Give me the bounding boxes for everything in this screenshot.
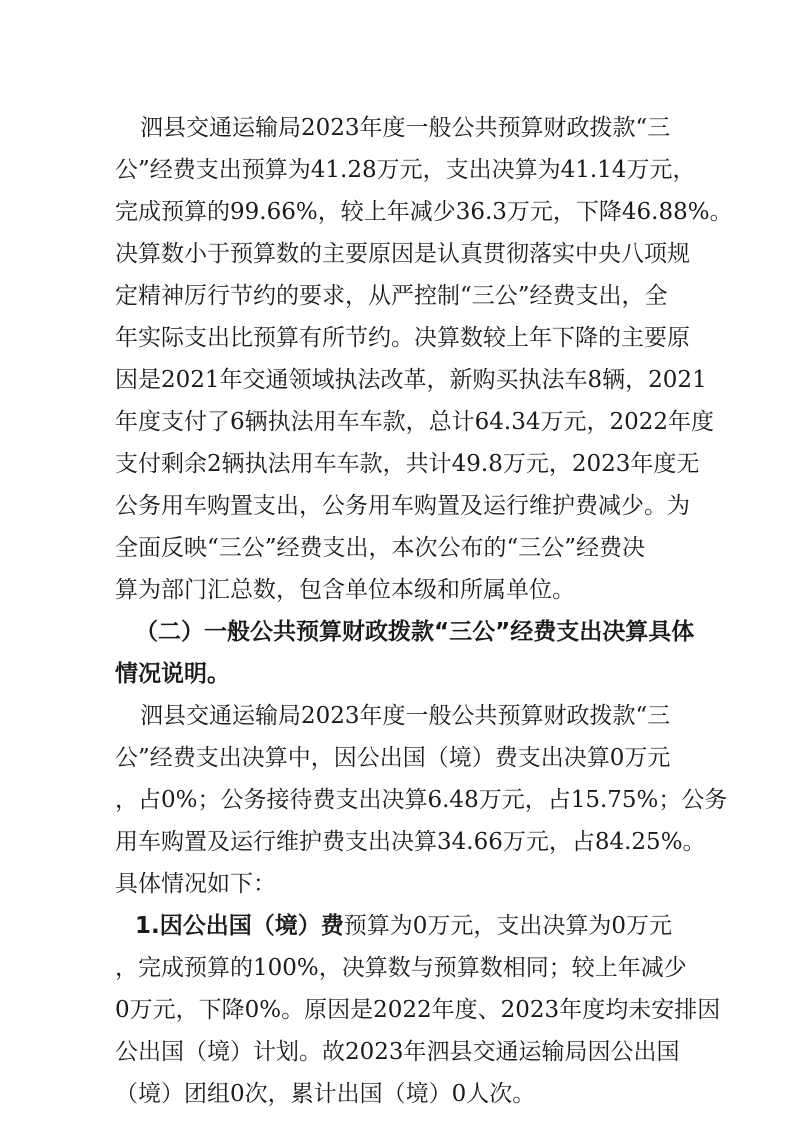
paragraph-line: 公”经费支出预算为41.28万元，支出决算为41.14万元， bbox=[115, 157, 696, 183]
paragraph-line: 公出国（境）计划。故2023年泗县交通运输局因公出国 bbox=[115, 1039, 680, 1065]
paragraph-line: 具体情况如下： bbox=[115, 871, 276, 897]
paragraph-line: 决算数小于预算数的主要原因是认真贯彻落实中央八项规 bbox=[115, 241, 690, 267]
paragraph-line: ，占0%；公务接待费支出决算6.48万元，占15.75%；公务 bbox=[115, 787, 728, 813]
paragraph-line: 0万元，下降0%。原因是2022年度、2023年度均未安排因 bbox=[115, 997, 721, 1023]
item-1-line bbox=[135, 911, 705, 941]
paragraph-line: （境）团组0次，累计出国（境）0人次。 bbox=[115, 1081, 536, 1107]
paragraph-line: 算为部门汇总数，包含单位本级和所属单位。 bbox=[115, 577, 575, 603]
paragraph-line: 泗县交通运输局2023年度一般公共预算财政拨款“三 bbox=[140, 115, 671, 141]
paragraph-line: 支付剩余2辆执法用车车款，共计49.8万元，2023年度无 bbox=[115, 451, 700, 477]
item-1-text: 预算为0万元，支出决算为0万元 bbox=[343, 913, 673, 939]
paragraph-line: 泗县交通运输局2023年度一般公共预算财政拨款“三 bbox=[140, 703, 671, 729]
paragraph-line: 公”经费支出决算中，因公出国（境）费支出决算0万元 bbox=[115, 745, 671, 771]
paragraph-line: 完成预算的99.66%，较上年减少36.3万元，下降46.88%。 bbox=[115, 199, 733, 225]
paragraph-line: 因是2021年交通领域执法改革，新购买执法车8辆，2021 bbox=[115, 367, 707, 393]
item-1-label: 1.因公出国（境）费 bbox=[135, 913, 344, 939]
paragraph-line: 年实际支出比预算有所节约。决算数较上年下降的主要原 bbox=[115, 325, 690, 351]
section-heading-line: 情况说明。 bbox=[115, 661, 230, 687]
paragraph-line: ，完成预算的100%，决算数与预算数相同；较上年减少 bbox=[115, 955, 687, 981]
paragraph-line: 用车购置及运行维护费支出决算34.66万元，占84.25%。 bbox=[115, 829, 706, 855]
paragraph-line: 年度支付了6辆执法用车车款，总计64.34万元，2022年度 bbox=[115, 409, 715, 435]
paragraph-line: 定精神厉行节约的要求，从严控制“三公”经费支出，全 bbox=[115, 283, 668, 309]
paragraph-line: 公务用车购置支出，公务用车购置及运行维护费减少。为 bbox=[115, 493, 690, 519]
paragraph-line: 全面反映“三公”经费支出，本次公布的“三公”经费决 bbox=[115, 535, 646, 561]
section-heading: （二）一般公共预算财政拨款“三公”经费支出决算具体 bbox=[135, 619, 695, 645]
